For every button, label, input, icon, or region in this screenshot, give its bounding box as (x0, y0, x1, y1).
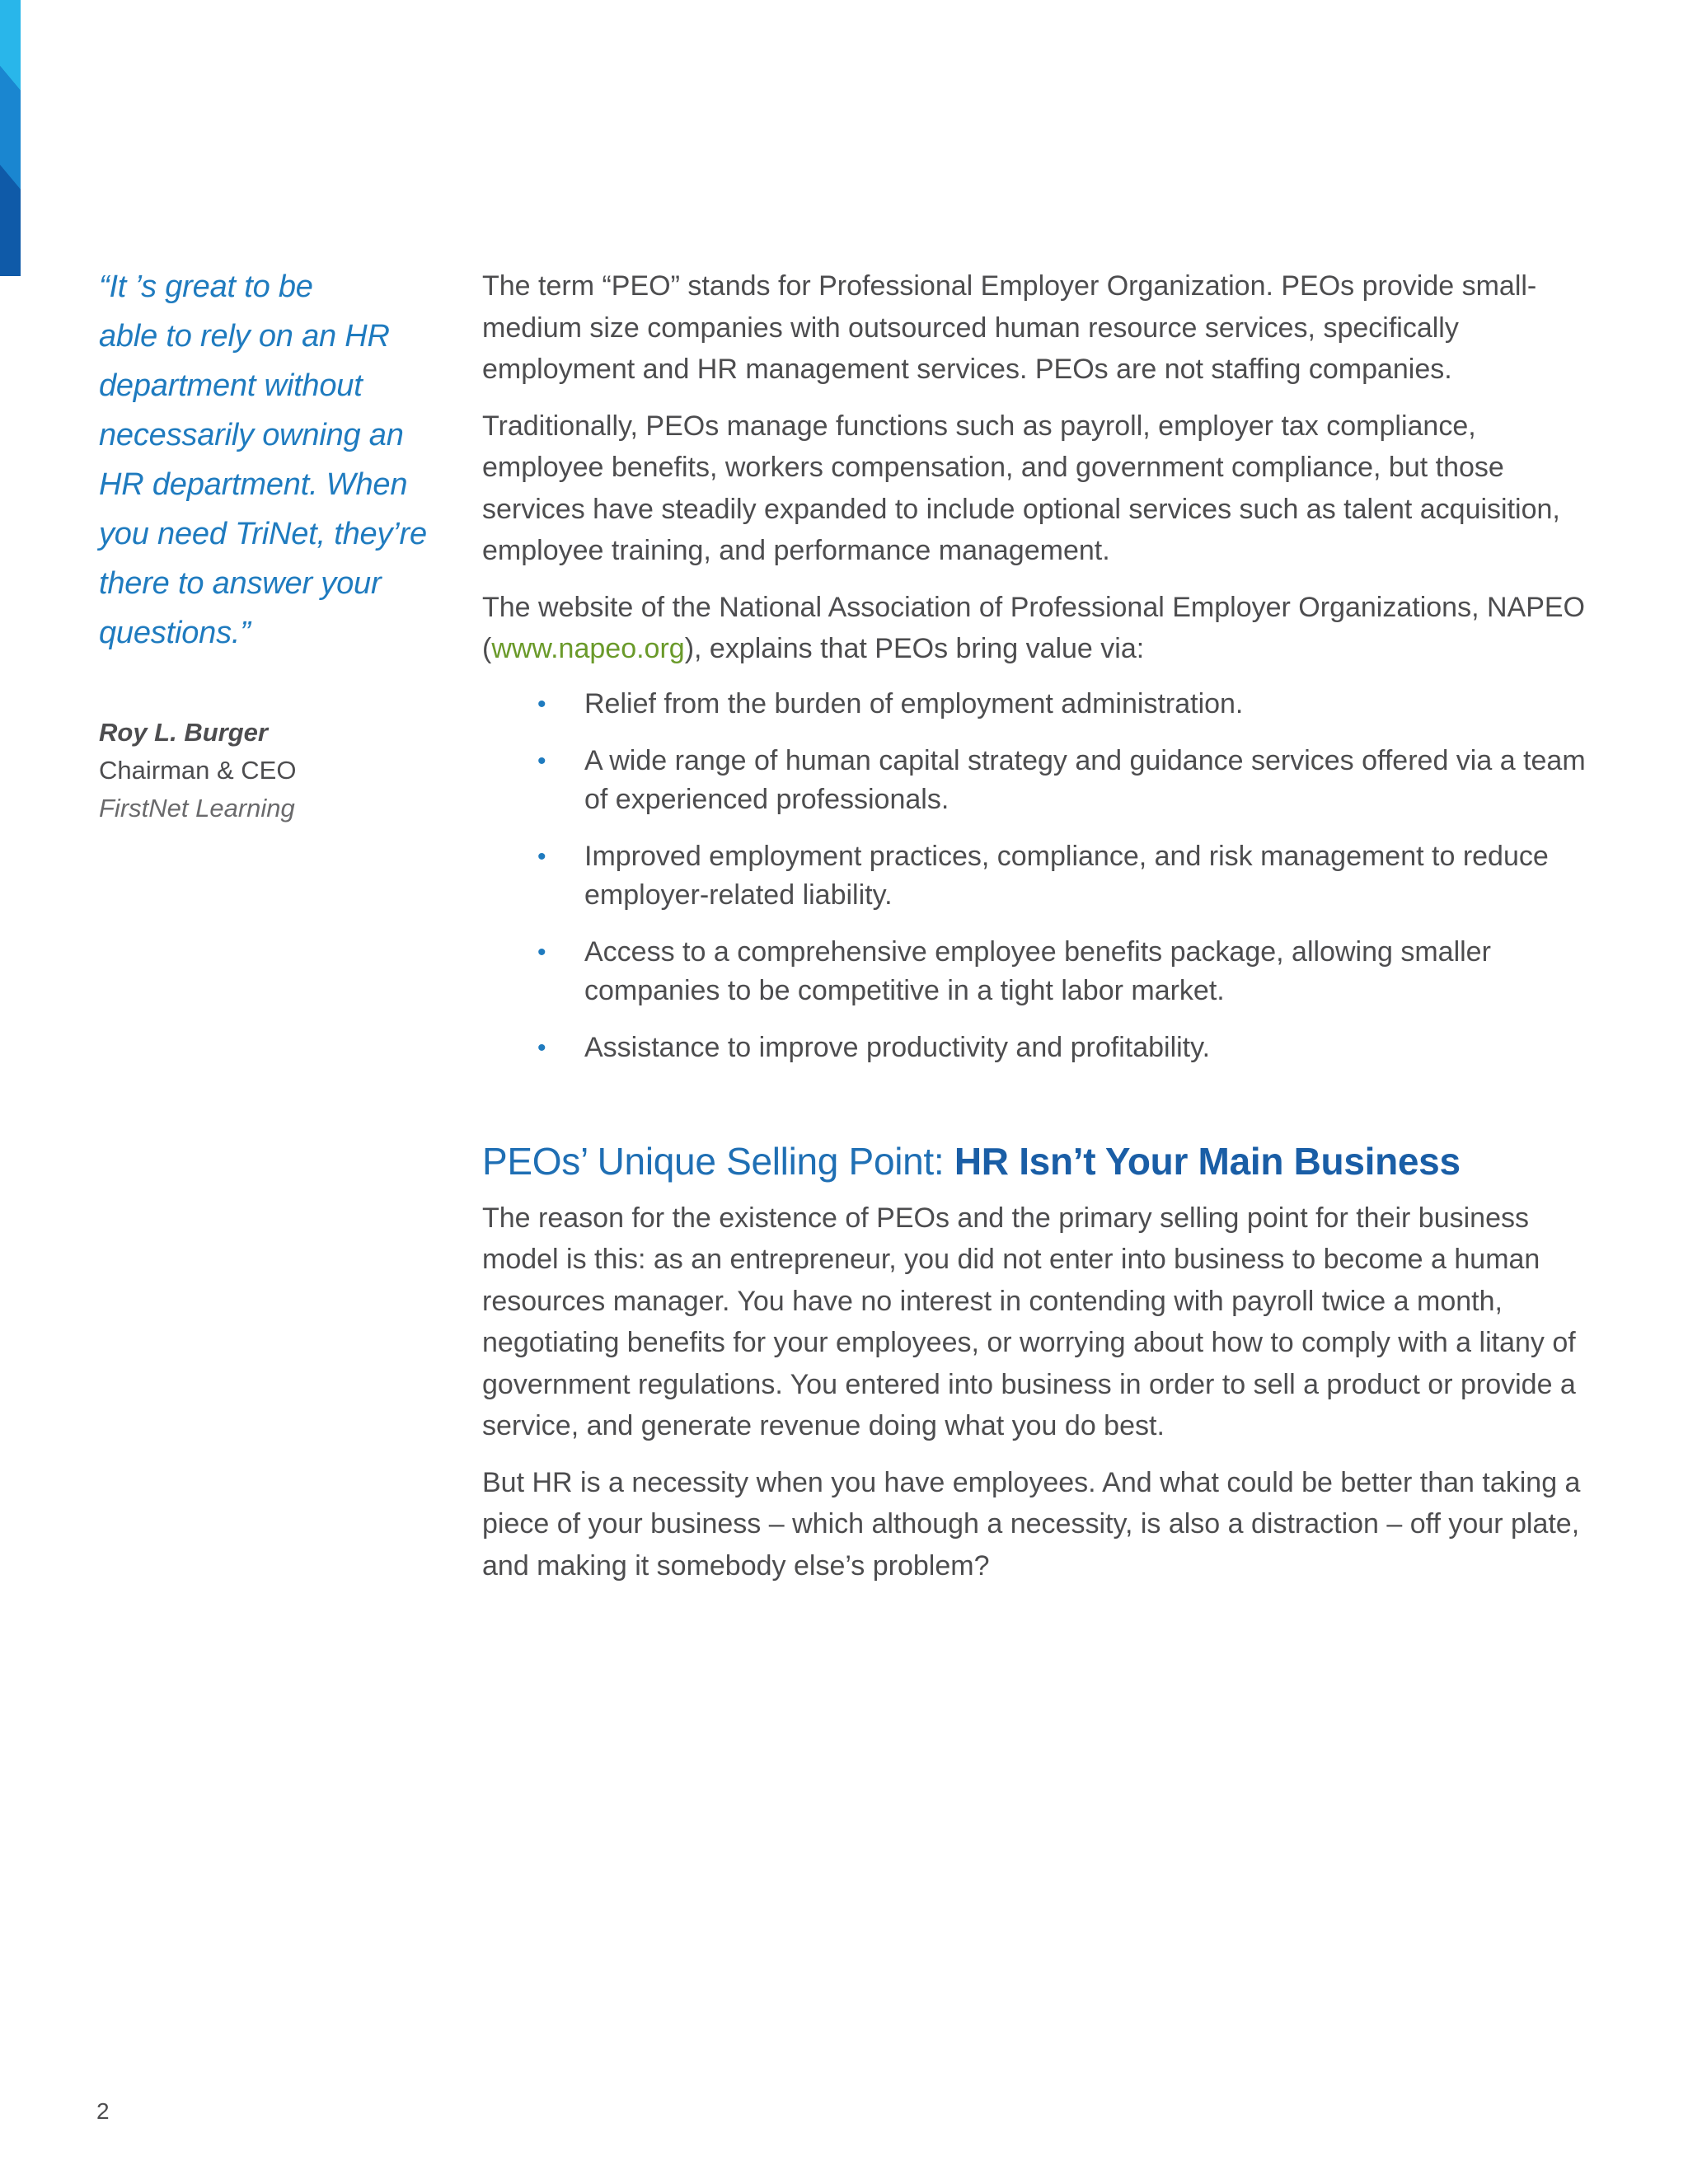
intro-paragraph: The term “PEO” stands for Professional Employer Organization. PEOs provide small-medium size companies with outsourced human resource services, specifically employment and HR management services. PEOs are not staffing companies. (482, 270, 1537, 385)
section-paragraph: But HR is a necessity when you have employees. And what could be better than taking a piece of your business – which although a necessity, is also a distraction – off your plate, and making it somebody else’s problem? (482, 1466, 1581, 1582)
quote-line: there to answer your (99, 566, 382, 601)
bullet-icon: • (537, 690, 546, 718)
bullet-icon: • (537, 938, 546, 966)
list-item (537, 933, 1603, 1010)
list-item (537, 685, 1603, 724)
pull-quote-sidebar (99, 262, 445, 827)
list-item (537, 742, 1603, 819)
value-bullet-list (482, 685, 1603, 1067)
napeo-paragraph (482, 587, 1603, 670)
napeo-link[interactable]: www.napeo.org (491, 633, 685, 664)
quote-line: able to rely on an HR (99, 319, 390, 354)
list-item (537, 1029, 1603, 1067)
quote-line: HR department. When (99, 467, 408, 502)
accent-bar (0, 0, 21, 276)
section-heading-regular: PEOs’ Unique Selling Point: (482, 1139, 954, 1183)
napeo-text-before: The website of the National Association of Professional Employer Organizations, NAPEO ( (482, 591, 1586, 664)
attribution-name: Roy L. Burger (99, 718, 268, 747)
bullet-icon: • (537, 842, 546, 870)
list-item-text: Assistance to improve productivity and profitability. (584, 1031, 1211, 1063)
quote-line: “It ’s great to be (99, 269, 313, 304)
section-heading (482, 1137, 1603, 1186)
napeo-text-after: ), explains that PEOs bring value via: (684, 633, 1145, 664)
list-item-text: A wide range of human capital strategy and guidance services offered via a team of experienced professionals. (584, 744, 1586, 815)
quote-line: questions.” (99, 616, 251, 650)
attribution-title: Chairman & CEO (99, 756, 297, 785)
list-item-text: Relief from the burden of employment administration. (584, 687, 1244, 719)
list-item-text: Access to a comprehensive employee benefits package, allowing smaller companies to be competitive in a tight labor market. (584, 935, 1491, 1006)
bullet-icon: • (537, 1033, 546, 1062)
pull-quote (99, 262, 445, 658)
section-paragraph: The reason for the existence of PEOs and the primary selling point for their business model is this: as an entrepreneur, you did not enter into business to become a human resources manager. You have no interest in contending with payroll twice a month, negotiating benefits for your employees, or worrying about how to comply with a litany of government regulations. You entered into business in order to sell a product or provide a service, and generate revenue doing what you do best. (482, 1202, 1576, 1441)
quote-line: you need TriNet, they’re (99, 517, 427, 551)
attribution-organization: FirstNet Learning (99, 794, 295, 823)
list-item (537, 837, 1603, 915)
quote-line: department without (99, 368, 363, 403)
quote-attribution (99, 714, 445, 827)
bullet-icon: • (537, 747, 546, 775)
accent-bar-graphic (0, 0, 21, 276)
main-content (482, 265, 1603, 1601)
list-item-text: Improved employment practices, compliance, and risk management to reduce employer-related liability. (584, 840, 1549, 911)
quote-line: necessarily owning an (99, 418, 404, 452)
section-heading-bold: HR Isn’t Your Main Business (954, 1139, 1461, 1183)
page-number: 2 (96, 2098, 110, 2124)
intro-paragraph: Traditionally, PEOs manage functions such as payroll, employer tax compliance, employee benefits, workers compensation, and government compliance, but those services have steadily expanded to include optional services such as talent acquisition, employee training, and performance management. (482, 410, 1560, 566)
